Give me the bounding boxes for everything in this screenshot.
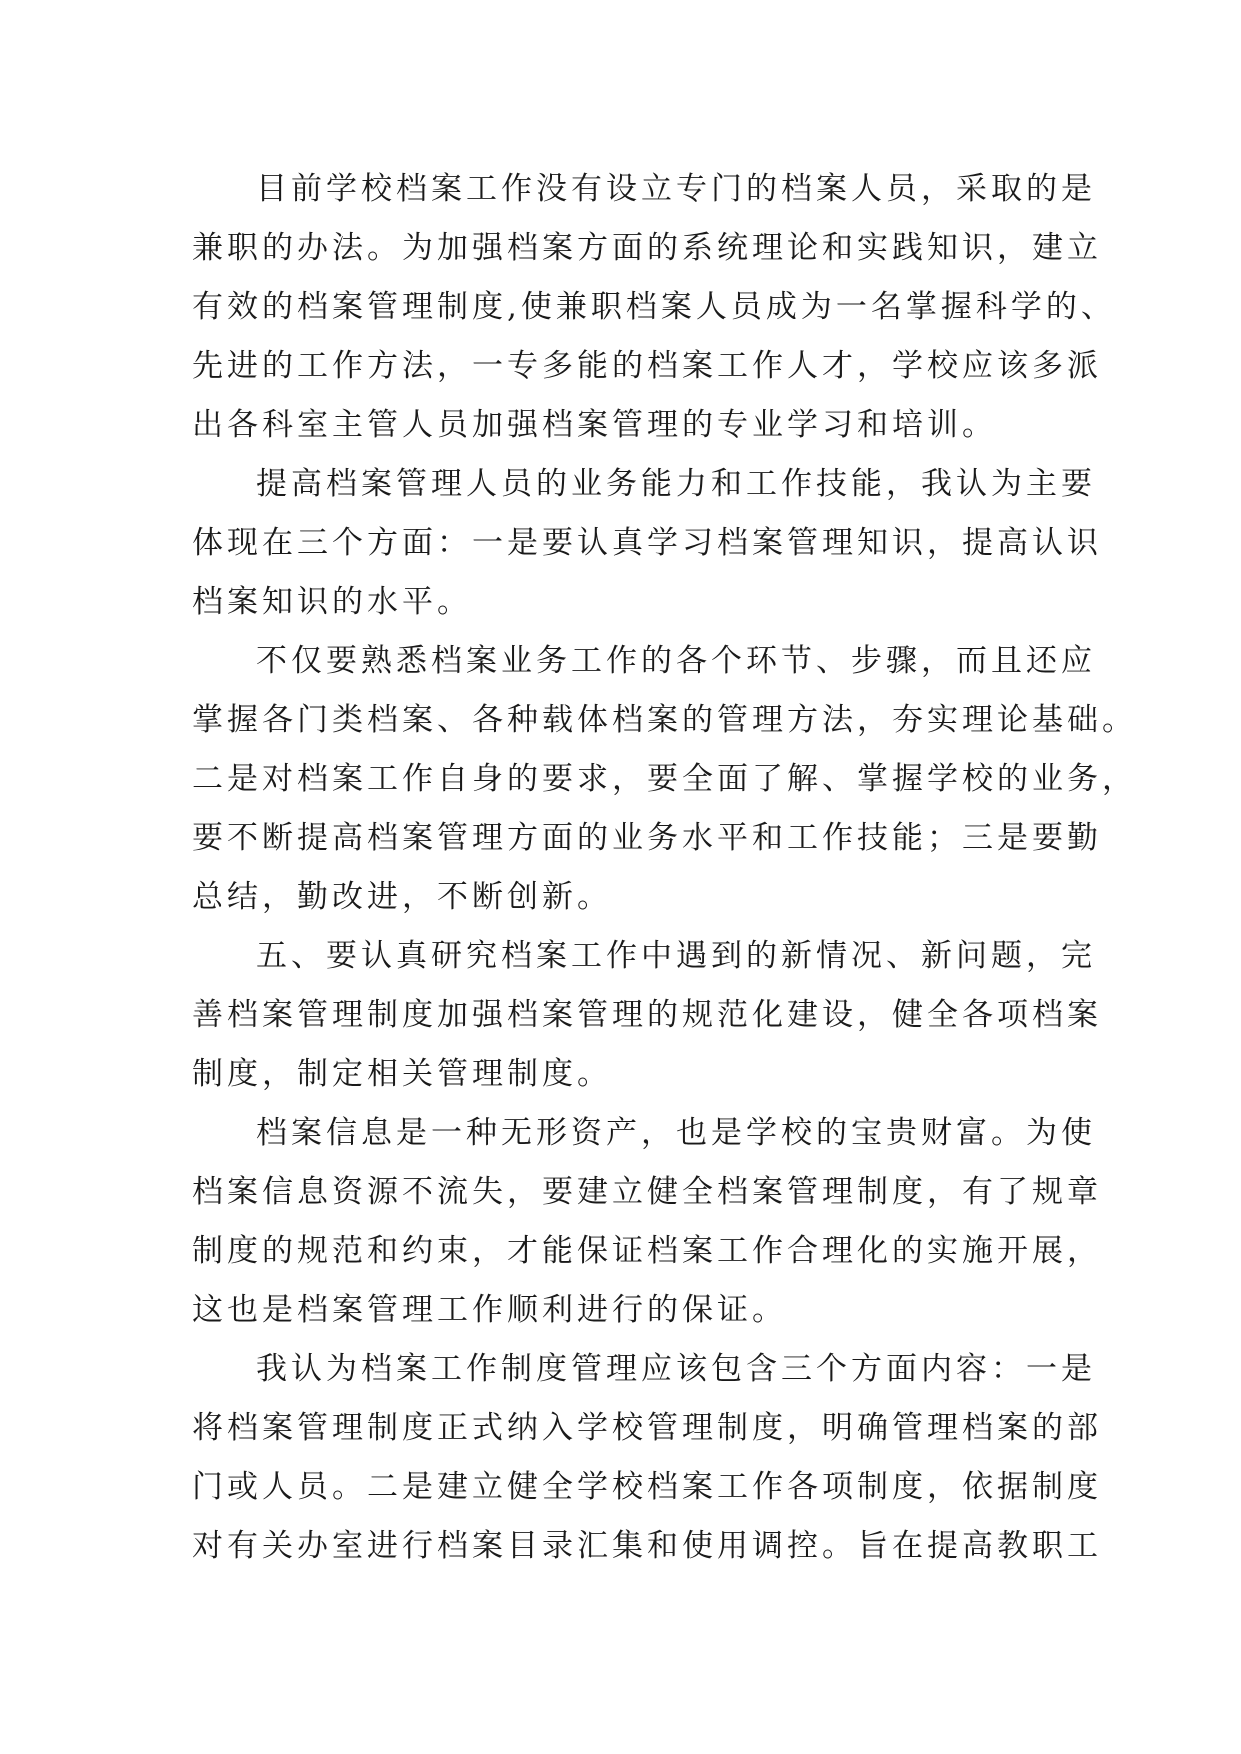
text-line: 门或人员。二是建立健全学校档案工作各项制度，依据制度	[192, 1469, 1102, 1505]
text-line: 善档案管理制度加强档案管理的规范化建设，健全各项档案	[192, 997, 1102, 1033]
text-line: 总结，勤改进，不断创新。	[192, 879, 612, 915]
paragraph-4	[192, 927, 1102, 1104]
text-line: 二是对档案工作自身的要求，要全面了解、掌握学校的业务，	[192, 761, 1137, 797]
paragraph-1	[192, 160, 1116, 455]
text-line: 目前学校档案工作没有设立专门的档案人员，采取的是	[256, 171, 1096, 207]
text-line: 制度，制定相关管理制度。	[192, 1056, 612, 1092]
text-line: 档案知识的水平。	[192, 584, 472, 620]
text-line: 兼职的办法。为加强档案方面的系统理论和实践知识，建立	[192, 230, 1102, 266]
text-line: 掌握各门类档案、各种载体档案的管理方法，夯实理论基础。	[192, 702, 1137, 738]
text-line: 将档案管理制度正式纳入学校管理制度，明确管理档案的部	[192, 1410, 1102, 1446]
text-line: 先进的工作方法，一专多能的档案工作人才，学校应该多派	[192, 348, 1102, 384]
document-body	[192, 160, 1137, 1576]
text-line: 体现在三个方面：一是要认真学习档案管理知识，提高认识	[192, 525, 1102, 561]
text-line: 档案信息资源不流失，要建立健全档案管理制度，有了规章	[192, 1174, 1102, 1210]
text-line: 出各科室主管人员加强档案管理的专业学习和培训。	[192, 407, 997, 443]
text-line: 五、要认真研究档案工作中遇到的新情况、新问题，完	[256, 938, 1096, 974]
text-line: 要不断提高档案管理方面的业务水平和工作技能；三是要勤	[192, 820, 1102, 856]
text-line: 提高档案管理人员的业务能力和工作技能，我认为主要	[256, 466, 1096, 502]
text-line: 对有关办室进行档案目录汇集和使用调控。旨在提高教职工	[192, 1528, 1102, 1564]
text-line: 制度的规范和约束，才能保证档案工作合理化的实施开展，	[192, 1233, 1102, 1269]
text-line: 有效的档案管理制度,使兼职档案人员成为一名掌握科学的、	[192, 289, 1116, 325]
text-line: 不仅要熟悉档案业务工作的各个环节、步骤，而且还应	[256, 643, 1096, 679]
paragraph-6	[192, 1340, 1102, 1576]
text-line: 我认为档案工作制度管理应该包含三个方面内容：一是	[256, 1351, 1096, 1387]
paragraph-5	[192, 1104, 1102, 1340]
paragraph-3	[192, 632, 1137, 927]
text-line: 这也是档案管理工作顺利进行的保证。	[192, 1292, 787, 1328]
text-line: 档案信息是一种无形资产，也是学校的宝贵财富。为使	[256, 1115, 1096, 1151]
paragraph-2	[192, 455, 1102, 632]
